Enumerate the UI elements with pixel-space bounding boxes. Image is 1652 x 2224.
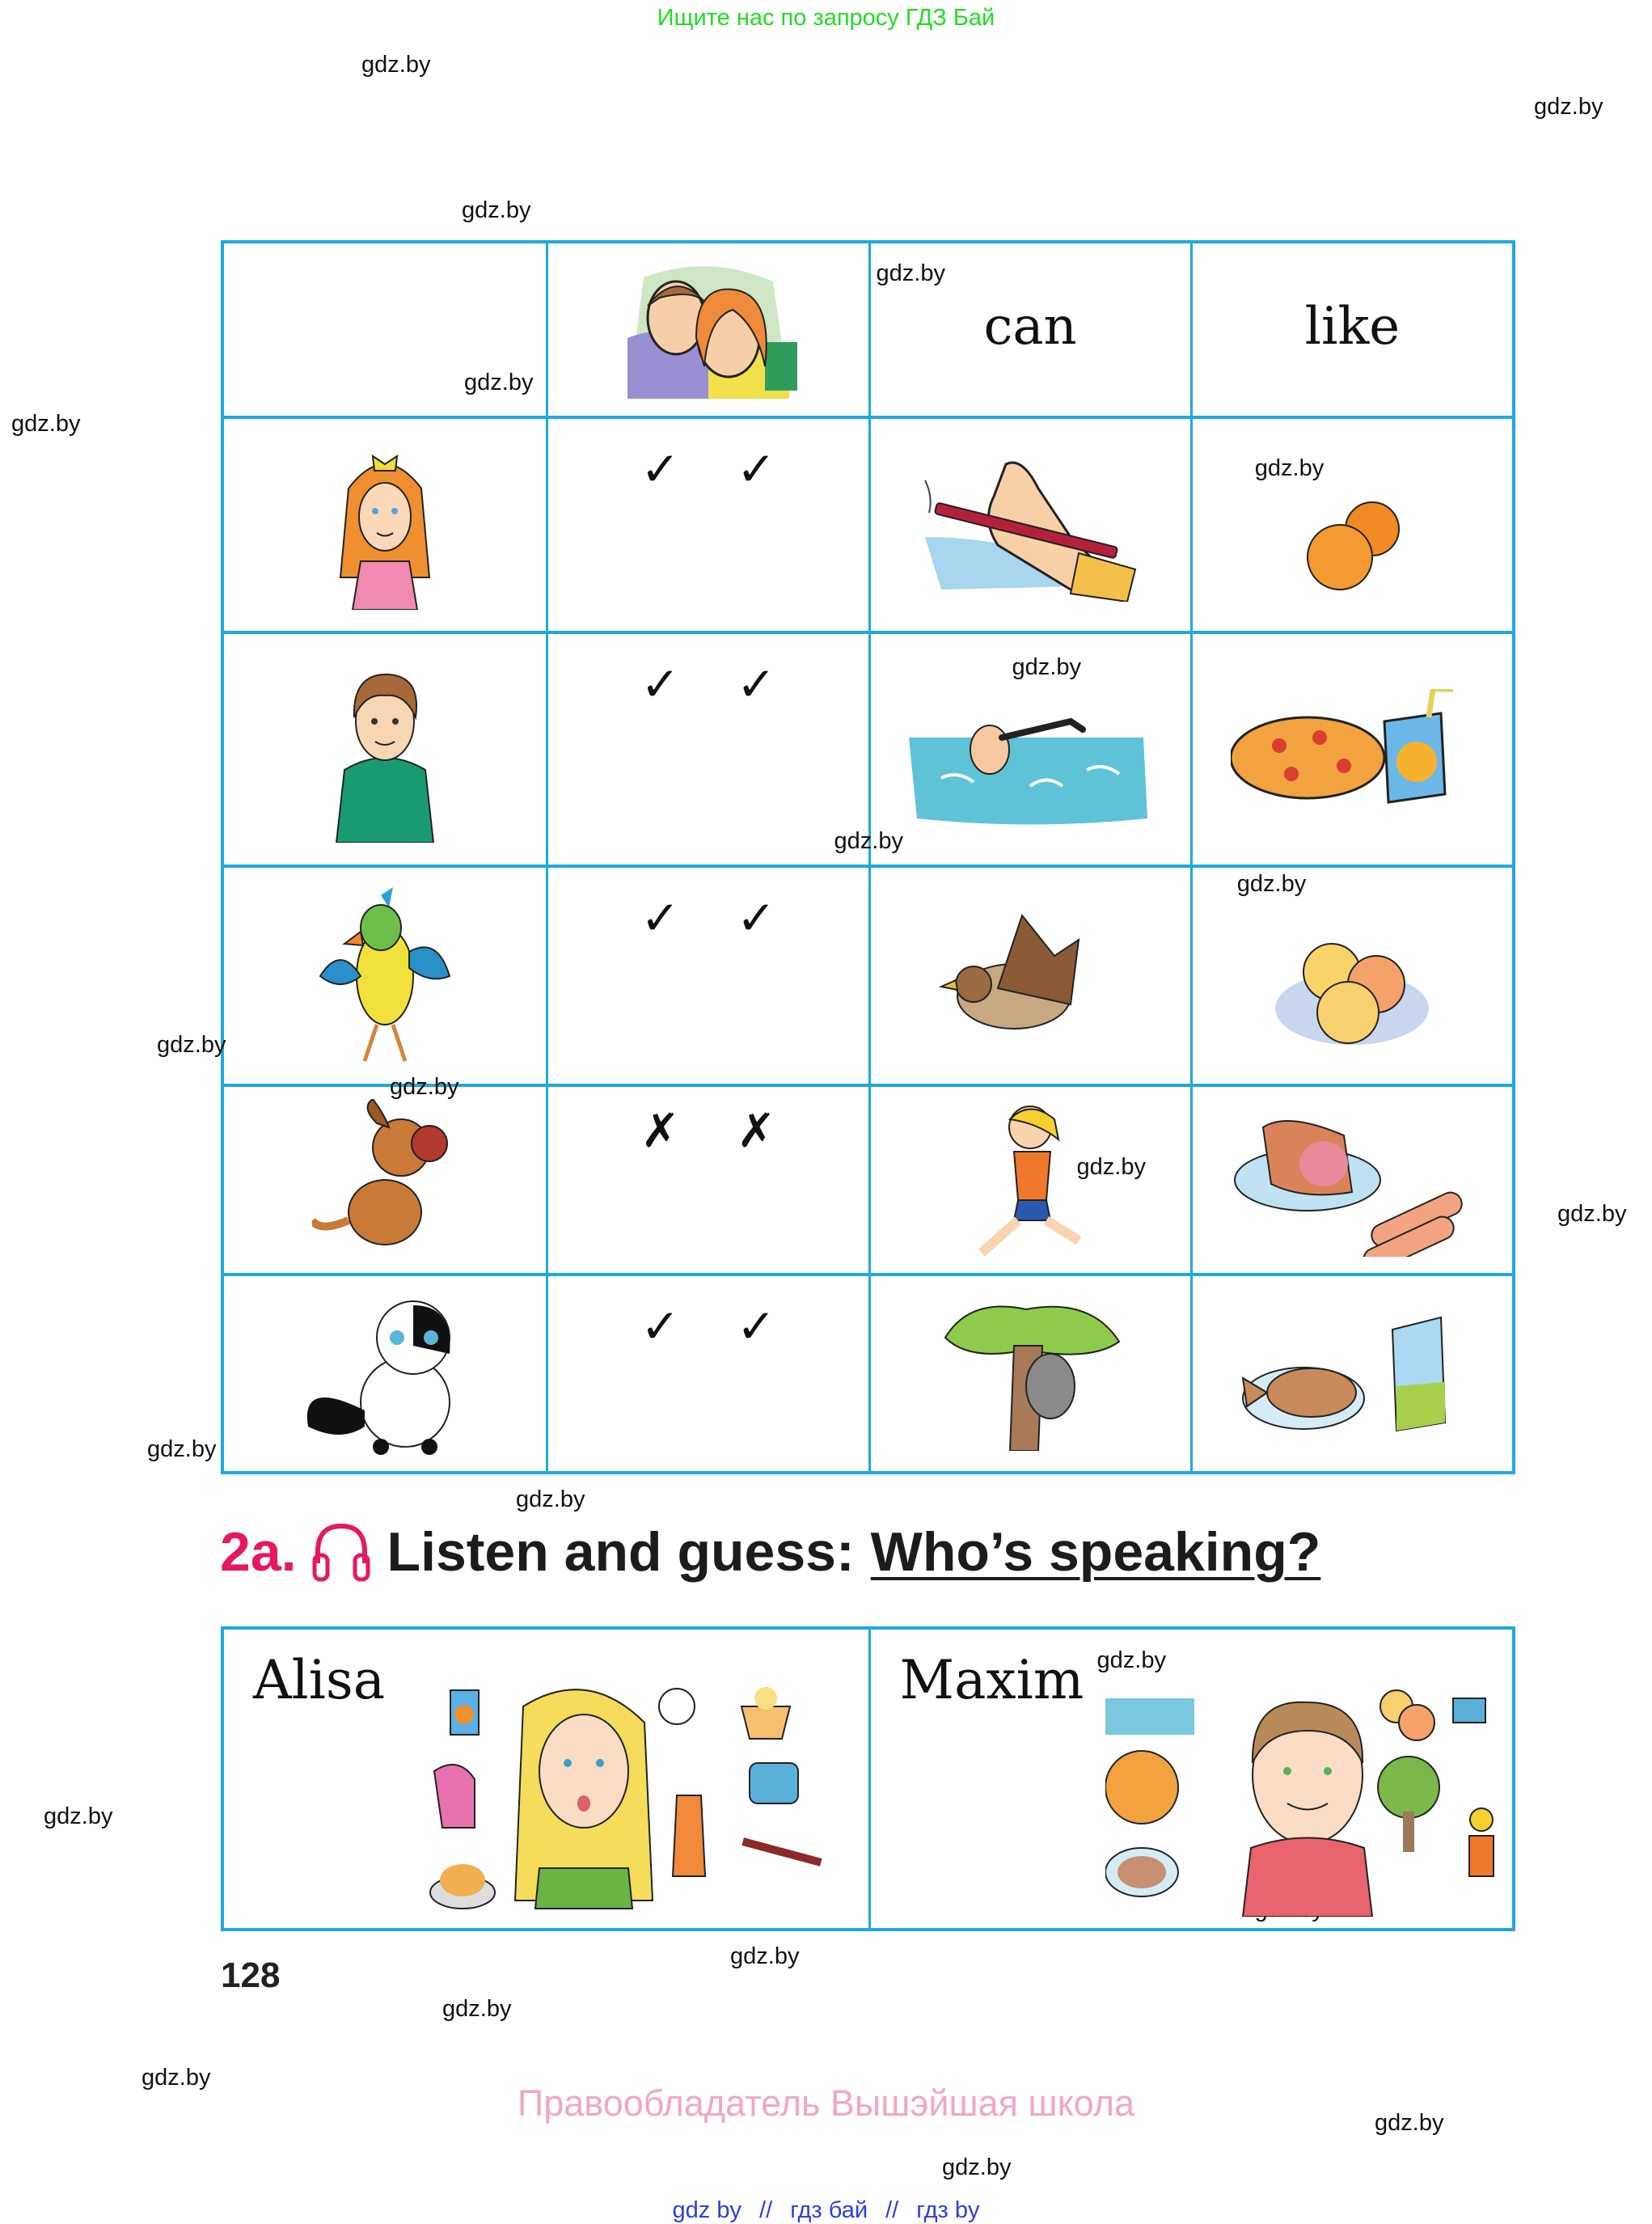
watermark: gdz.by	[361, 52, 431, 78]
watermark: gdz.by	[44, 1803, 113, 1829]
watermark: gdz.by	[1096, 1647, 1166, 1673]
cat-climbing-tree-picture	[937, 1297, 1123, 1451]
watermark: gdz.by	[730, 1943, 800, 1969]
swimming-boy-picture	[909, 705, 1151, 827]
watermark: gdz.by	[1534, 94, 1603, 120]
writing-hand-picture	[909, 448, 1151, 602]
page-number: 128	[221, 1956, 281, 1995]
cross-icon: ✗	[640, 1103, 680, 1158]
table-row	[224, 1273, 1512, 1471]
footer-links	[0, 2197, 1652, 2224]
pizza-and-juice-picture	[1231, 689, 1473, 810]
watermark: gdz.by	[876, 260, 945, 286]
exercise-question: Who’s speaking?	[870, 1521, 1321, 1583]
headphones-icon	[311, 1521, 371, 1583]
marks-cell	[546, 1087, 868, 1273]
boy-picture	[328, 657, 442, 843]
subject-cell	[224, 419, 546, 631]
watermark: gdz.by	[442, 1996, 512, 2022]
watermark: gdz.by	[1076, 1154, 1146, 1180]
oranges-picture	[1303, 493, 1401, 598]
speaker-options	[221, 1626, 1515, 1931]
exercise-number: 2a.	[220, 1521, 297, 1583]
rights-holder-notice: Правообладатель Вышэйшая школа	[517, 2082, 1135, 2124]
subject-cell	[224, 1074, 546, 1273]
watermark: gdz.by	[390, 1074, 459, 1100]
watermark: gdz.by	[834, 828, 903, 854]
subject-cell	[224, 634, 546, 865]
cross-icon: ✗	[736, 1103, 776, 1158]
footer-link-gdz-by-cyr[interactable]: гдз by	[916, 2197, 980, 2223]
abilities-likes-table	[221, 240, 1515, 1474]
marks	[548, 442, 868, 497]
watermark: gdz.by	[462, 197, 531, 223]
table-row	[224, 1074, 1512, 1273]
watermark: gdz.by	[942, 2154, 1012, 2180]
exercise-instruction: Listen and guess:	[387, 1521, 855, 1583]
check-icon: ✓	[640, 1299, 680, 1354]
like-cell	[1190, 868, 1512, 1084]
fish-and-milk-picture	[1239, 1305, 1465, 1443]
check-icon: ✓	[736, 442, 776, 497]
marks-cell	[546, 634, 868, 865]
running-girl-picture	[957, 1099, 1103, 1261]
parents-picture	[611, 261, 805, 399]
marks	[548, 657, 868, 712]
option-name: Maxim	[899, 1649, 1084, 1711]
header-cell-parents	[546, 243, 868, 416]
subject-cell	[224, 1276, 546, 1471]
header-cell-empty	[224, 243, 546, 416]
table-header-row	[224, 243, 1512, 416]
check-icon: ✓	[736, 890, 776, 945]
watermark: gdz.by	[1375, 2110, 1444, 2136]
marks	[548, 890, 868, 945]
table-row	[224, 416, 1512, 631]
like-cell	[1190, 1087, 1512, 1273]
can-cell	[868, 868, 1190, 1084]
check-icon: ✓	[736, 1299, 776, 1354]
header-cell-can	[868, 243, 1190, 416]
flying-sparrow-picture	[933, 907, 1127, 1045]
footer-link-gdz-bai[interactable]: гдз бай	[790, 2197, 868, 2223]
marks-cell	[546, 1276, 868, 1471]
check-icon: ✓	[640, 657, 680, 712]
watermark: gdz.by	[464, 370, 534, 395]
watermark: gdz.by	[1254, 455, 1325, 481]
like-cell	[1190, 1276, 1512, 1471]
table-row	[224, 865, 1512, 1084]
column-header-can: can	[983, 296, 1077, 357]
meat-and-sausages-picture	[1231, 1103, 1473, 1257]
footer-separator: //	[759, 2197, 773, 2223]
alisa-with-likes-picture	[426, 1674, 855, 1917]
like-cell	[1190, 634, 1512, 865]
exercise-heading	[220, 1520, 1320, 1583]
cat-picture	[292, 1289, 478, 1459]
can-cell	[834, 634, 1190, 865]
option-maxim[interactable]	[868, 1630, 1513, 1928]
can-cell	[868, 1087, 1190, 1273]
check-icon: ✓	[640, 890, 680, 945]
marks-cell	[546, 419, 868, 631]
top-promo-link[interactable]: Ищите нас по запросу ГДЗ Бай	[657, 5, 995, 31]
girl-picture	[332, 440, 437, 610]
table-row	[224, 631, 1512, 865]
marks-cell	[546, 868, 868, 1084]
column-header-like: like	[1304, 296, 1401, 357]
can-cell	[868, 419, 1190, 631]
watermark: gdz.by	[11, 411, 81, 437]
subject-cell	[224, 868, 546, 1084]
watermark: gdz.by	[142, 2065, 211, 2091]
like-cell	[1190, 419, 1512, 631]
watermark: gdz.by	[157, 1032, 226, 1058]
watermark: gdz.by	[1236, 871, 1307, 897]
marks	[548, 1103, 868, 1158]
check-icon: ✓	[640, 442, 680, 497]
marks	[548, 1299, 868, 1354]
check-icon: ✓	[736, 657, 776, 712]
can-cell	[868, 1276, 1190, 1471]
option-name: Alisa	[253, 1649, 386, 1711]
footer-separator: //	[885, 2197, 899, 2223]
option-alisa[interactable]	[224, 1630, 868, 1928]
watermark: gdz.by	[516, 1486, 585, 1512]
watermark: gdz.by	[147, 1436, 217, 1462]
maxim-with-likes-picture	[1105, 1682, 1510, 1917]
dog-picture	[312, 1099, 458, 1261]
watermark: gdz.by	[1012, 654, 1081, 680]
watermark: gdz.by	[1557, 1201, 1627, 1227]
parrot-picture	[316, 887, 454, 1065]
header-cell-like	[1190, 243, 1512, 416]
footer-link-gdz-by[interactable]: gdz by	[672, 2197, 741, 2223]
apples-picture	[1271, 932, 1433, 1053]
